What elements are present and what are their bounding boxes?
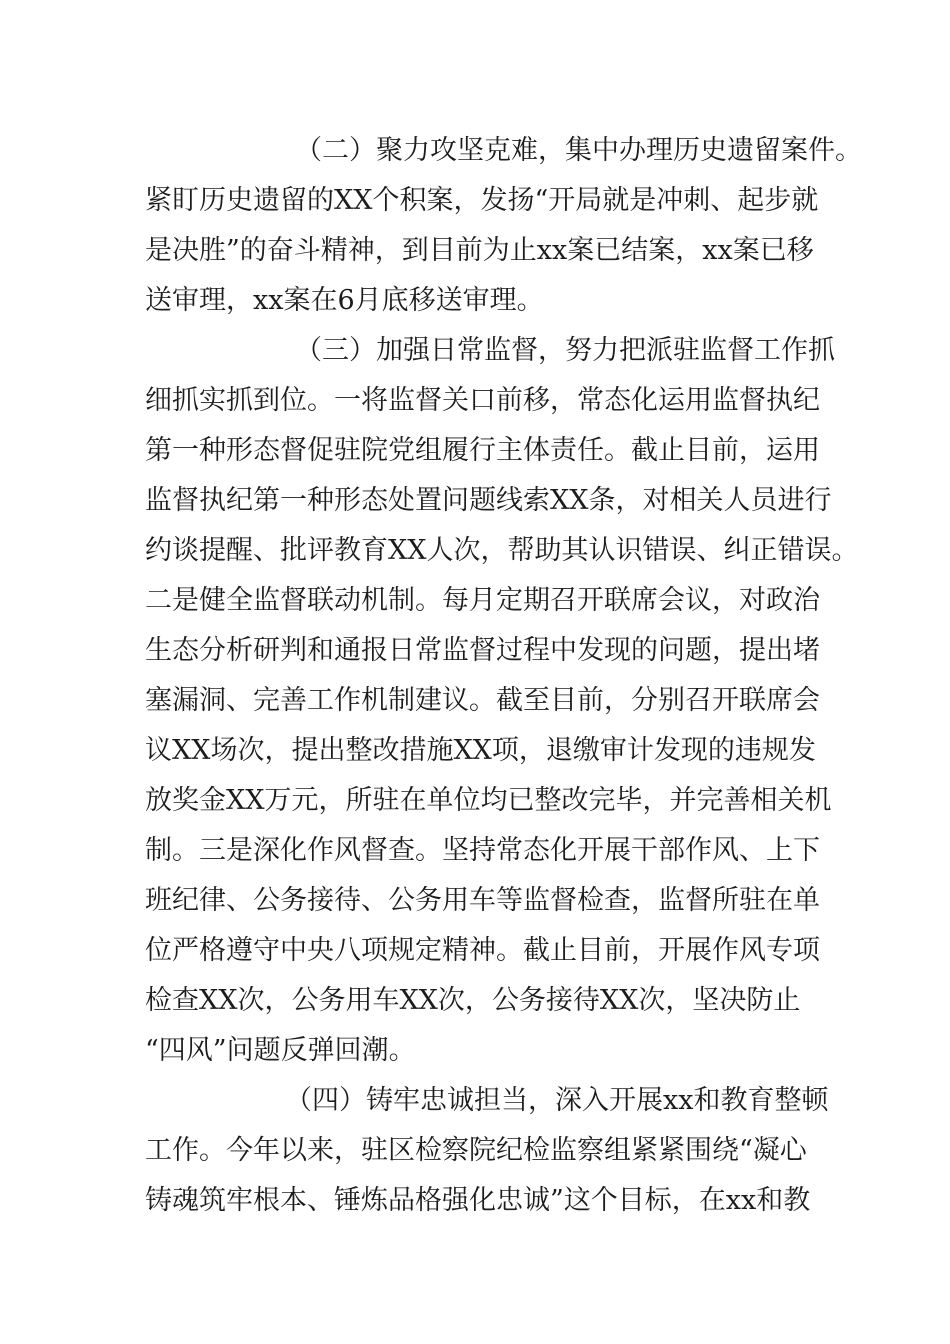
paragraph-3-line-7: 塞漏洞、完善工作机制建议。截至目前，分别召开联席会: [145, 685, 820, 716]
paragraph-3-line-6: 生态分析研判和通报日常监督过程中发现的问题，提出堵: [145, 635, 820, 666]
paragraph-2-line-2: 是决胜”的奋斗精神，到目前为止xx案已结案，xx案已移: [145, 235, 814, 266]
paragraph-3-line-13: 检查XX次，公务用车XX次，公务接待XX次，坚决防止: [145, 985, 801, 1016]
paragraph-3-line-9: 放奖金XX万元，所驻在单位均已整改完毕，并完善相关机: [145, 785, 832, 816]
paragraph-4-heading: （四）铸牢忠诚担当，深入开展xx和教育整顿: [285, 1085, 829, 1116]
paragraph-3-line-14: “四风”问题反弹回潮。: [145, 1035, 416, 1066]
paragraph-4-line-2: 铸魂筑牢根本、锤炼品格强化忠诚”这个目标，在xx和教: [145, 1185, 811, 1216]
paragraph-3-line-11: 班纪律、公务接待、公务用车等监督检查，监督所驻在单: [145, 885, 820, 916]
paragraph-2-line-1: 紧盯历史遗留的XX个积案，发扬“开局就是冲刺、起步就: [145, 185, 819, 216]
paragraph-3-heading: （三）加强日常监督，努力把派驻监督工作抓: [295, 335, 835, 366]
paragraph-2-heading: （二）聚力攻坚克难，集中办理历史遗留案件。: [295, 135, 862, 166]
paragraph-3-line-1: 细抓实抓到位。一将监督关口前移，常态化运用监督执纪: [145, 385, 820, 416]
paragraph-4-line-1: 工作。今年以来，驻区检察院纪检监察组紧紧围绕“凝心: [145, 1135, 807, 1166]
paragraph-3-line-2: 第一种形态督促驻院党组履行主体责任。截止目前，运用: [145, 435, 820, 466]
paragraph-3-line-10: 制。三是深化作风督查。坚持常态化开展干部作风、上下: [145, 835, 820, 866]
paragraph-2-line-3: 送审理，xx案在6月底移送审理。: [145, 285, 544, 316]
document-body: [145, 126, 862, 1226]
paragraph-3-line-3: 监督执纪第一种形态处置问题线索XX条，对相关人员进行: [145, 485, 832, 516]
paragraph-3-line-8: 议XX场次，提出整改措施XX项，退缴审计发现的违规发: [145, 735, 816, 766]
paragraph-3-line-5: 二是健全监督联动机制。每月定期召开联席会议，对政治: [145, 585, 820, 616]
paragraph-3-line-12: 位严格遵守中央八项规定精神。截止目前，开展作风专项: [145, 935, 820, 966]
paragraph-3-line-4: 约谈提醒、批评教育XX人次，帮助其认识错误、纠正错误。: [145, 535, 859, 566]
